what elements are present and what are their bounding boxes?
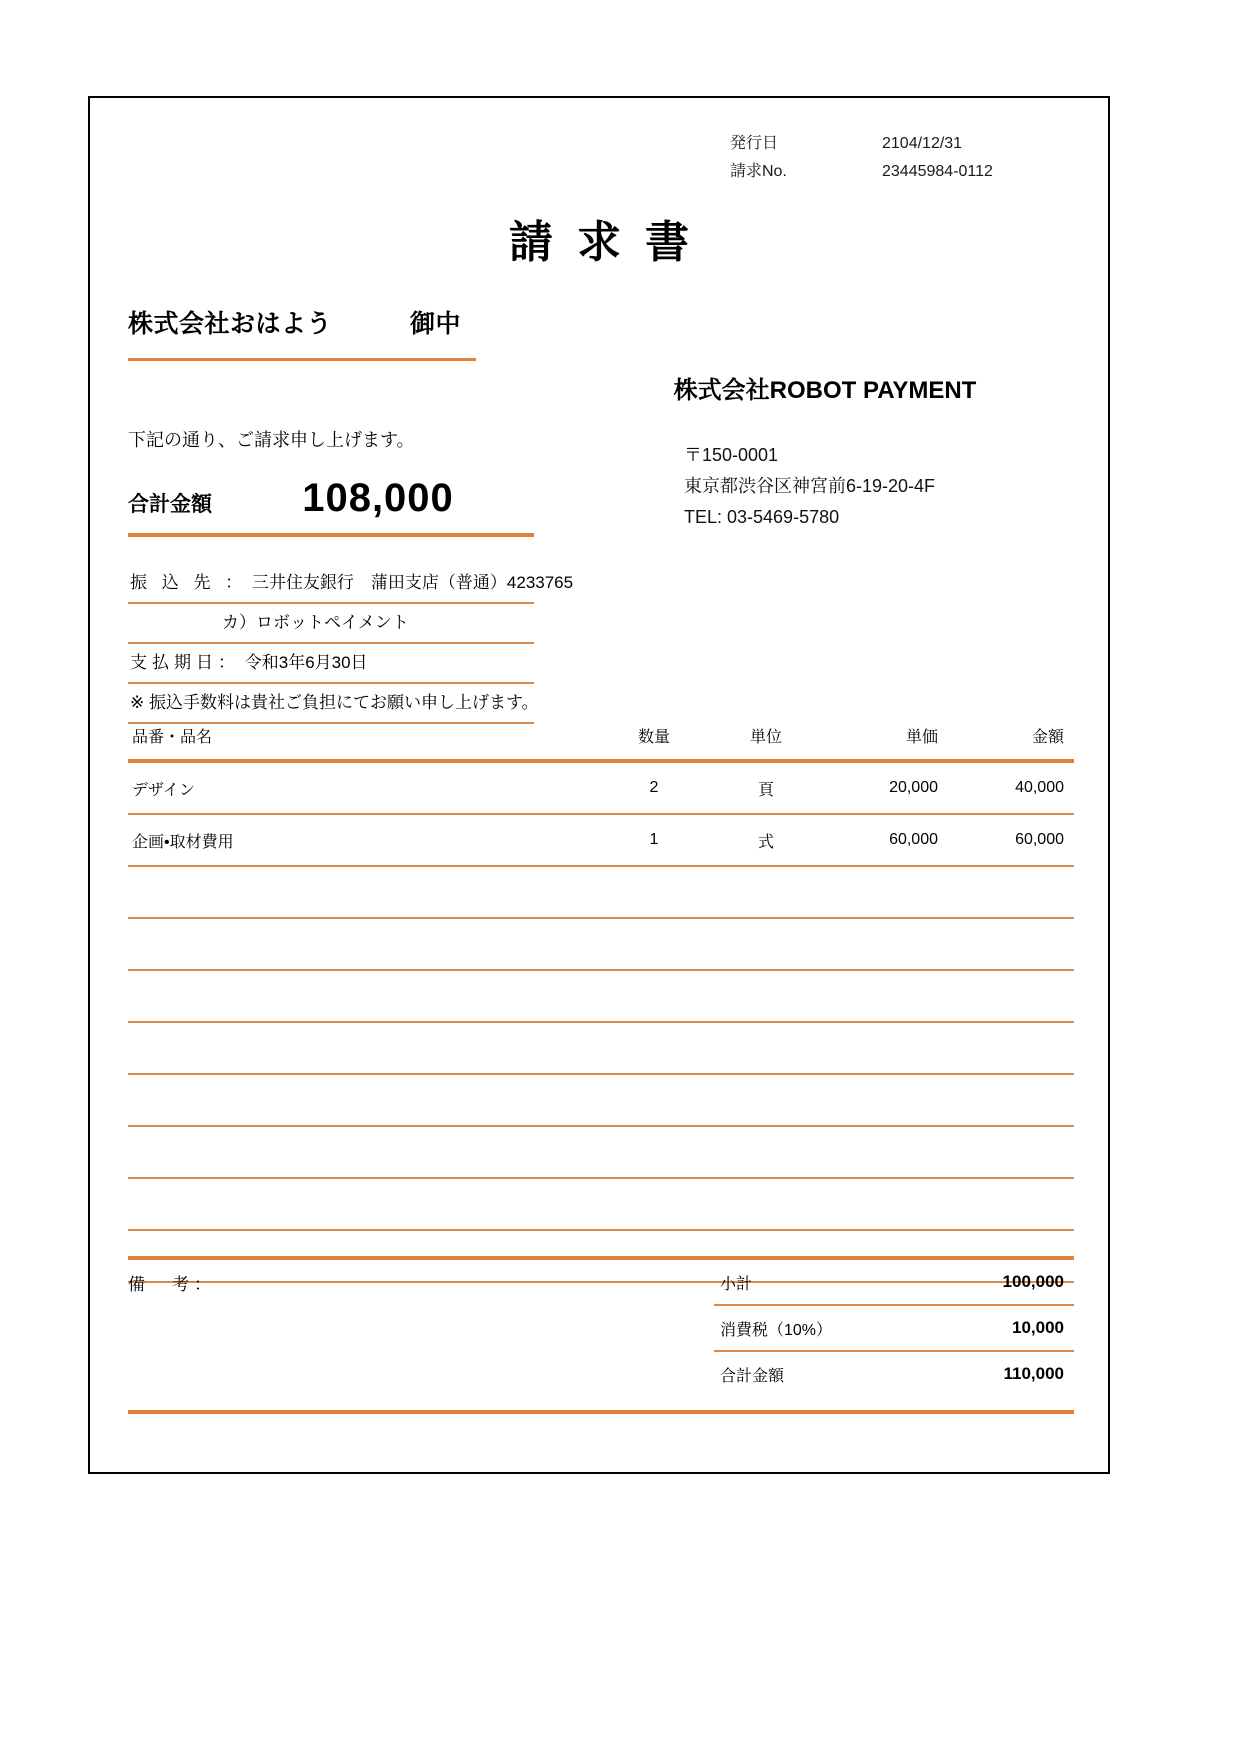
- cell-quantity: [598, 866, 710, 918]
- header-unit-price: 単価: [905, 729, 938, 746]
- cell-unit: [710, 866, 822, 918]
- cell-item-name: [128, 970, 598, 1022]
- header-unit: 単位: [749, 729, 782, 746]
- cell-quantity: [598, 918, 710, 970]
- cell-quantity: [598, 1074, 710, 1126]
- cell-amount: [948, 918, 1074, 970]
- statement-text: 下記の通り、ご請求申し上げます。: [128, 430, 415, 450]
- cell-quantity: 2: [598, 761, 710, 814]
- cell-quantity: [598, 1126, 710, 1178]
- cell-unit-price: 60,000: [822, 814, 948, 866]
- items-table: [128, 720, 1074, 1283]
- cell-unit: [710, 1074, 822, 1126]
- cell-unit: [710, 1178, 822, 1230]
- cell-quantity: 1: [598, 814, 710, 866]
- grand-total-block: [128, 476, 534, 537]
- summary-value: 100,000: [1002, 1272, 1064, 1291]
- payment-due-label: 支払期日：: [130, 653, 240, 672]
- cell-unit: [710, 970, 822, 1022]
- table-row: [128, 918, 1074, 970]
- items-table-wrapper: [128, 720, 1074, 1283]
- table-row: [128, 1022, 1074, 1074]
- cell-unit: 頁: [710, 761, 822, 814]
- summary-row: [714, 1260, 1074, 1306]
- issuer-tel: TEL: 03-5469-5780: [684, 507, 840, 527]
- bank-transfer-row: [128, 564, 574, 604]
- table-row: [128, 1178, 1074, 1230]
- issuer-address-block: [684, 440, 935, 533]
- cell-item-name: [128, 918, 598, 970]
- cell-unit-price: [822, 1074, 948, 1126]
- table-row: [128, 814, 1074, 866]
- header-amount: 金額: [1031, 729, 1064, 746]
- invoice-no-label: 請求No.: [730, 163, 787, 180]
- cell-unit: 式: [710, 814, 822, 866]
- table-row: [128, 970, 1074, 1022]
- cell-unit-price: [822, 1178, 948, 1230]
- cell-unit-price: 20,000: [822, 761, 948, 814]
- cell-item-name: [128, 866, 598, 918]
- summary-label: 合計金額: [720, 1367, 785, 1385]
- cell-unit-price: [822, 970, 948, 1022]
- cell-amount: 60,000: [948, 814, 1074, 866]
- summary-block: [714, 1260, 1074, 1396]
- issue-date-label: 発行日: [730, 135, 779, 152]
- cell-amount: [948, 866, 1074, 918]
- bank-transfer-label: 振 込 先 ：: [130, 573, 248, 592]
- document-title: 請求書: [509, 217, 713, 268]
- cell-item-name: デザイン: [128, 761, 598, 814]
- cell-unit: [710, 1126, 822, 1178]
- transfer-fee-note-row: [128, 684, 539, 724]
- summary-label: 消費税（10%）: [720, 1321, 833, 1339]
- grand-total-label: 合計金額: [128, 493, 212, 516]
- cell-unit-price: [822, 866, 948, 918]
- summary-label: 小計: [720, 1275, 753, 1293]
- summary-value: 110,000: [1003, 1364, 1064, 1383]
- summary-row: [714, 1306, 1074, 1352]
- issuer-company-name: 株式会社ROBOT PAYMENT: [673, 377, 977, 404]
- summary-value: 10,000: [1012, 1318, 1064, 1337]
- summary-row: [714, 1352, 1074, 1396]
- payment-due-row: [128, 644, 534, 684]
- cell-unit-price: [822, 1022, 948, 1074]
- footer-bottom-rule: [128, 1410, 1074, 1414]
- recipient-block: [128, 304, 476, 361]
- cell-item-name: [128, 1022, 598, 1074]
- table-row: [128, 866, 1074, 918]
- issuer-postal-code: 〒150-0001: [684, 445, 779, 465]
- cell-item-name: [128, 1126, 598, 1178]
- cell-item-name: 企画•取材費用: [128, 814, 598, 866]
- cell-unit: [710, 918, 822, 970]
- cell-amount: [948, 1022, 1074, 1074]
- table-row: [128, 761, 1074, 814]
- issue-date-value: 2104/12/31: [882, 135, 963, 152]
- cell-unit: [710, 1022, 822, 1074]
- bank-info-block: [128, 564, 574, 724]
- cell-amount: [948, 1178, 1074, 1230]
- cell-item-name: [128, 1074, 598, 1126]
- bank-account-name-row: [128, 604, 534, 644]
- invoice-no-row: [730, 158, 1070, 186]
- table-row: [128, 1126, 1074, 1178]
- remarks-label: 備 考：: [128, 1275, 216, 1294]
- cell-item-name: [128, 1178, 598, 1230]
- header-item-name: 品番・品名: [132, 729, 213, 746]
- cell-unit-price: [822, 918, 948, 970]
- invoice-no-value: 23445984-0112: [882, 163, 993, 180]
- cell-quantity: [598, 970, 710, 1022]
- recipient-honorific: 御中: [410, 310, 462, 338]
- invoice-page: [88, 96, 1110, 1474]
- bank-transfer-value: 三井住友銀行 蒲田支店（普通）4233765: [251, 573, 574, 592]
- remarks-block: [128, 1260, 688, 1396]
- payment-due-value: 令和3年6月30日: [244, 653, 368, 672]
- issuer-address: 東京都渋谷区神宮前6-19-20-4F: [684, 476, 936, 496]
- cell-unit-price: [822, 1126, 948, 1178]
- recipient-name: 株式会社おはよう: [128, 310, 333, 338]
- cell-quantity: [598, 1178, 710, 1230]
- issue-date-row: [730, 130, 1070, 158]
- transfer-fee-note: ※ 振込手数料は貴社ご負担にてお願い申し上げます。: [130, 693, 539, 712]
- table-row: [128, 1074, 1074, 1126]
- cell-quantity: [598, 1022, 710, 1074]
- invoice-meta: [730, 130, 1070, 186]
- cell-amount: 40,000: [948, 761, 1074, 814]
- bank-account-name: カ）ロボットペイメント: [222, 613, 409, 632]
- invoice-footer: [128, 1256, 1074, 1414]
- grand-total-value: 108,000: [302, 476, 454, 520]
- header-quantity: 数量: [637, 729, 670, 746]
- cell-amount: [948, 1126, 1074, 1178]
- items-table-header-row: [128, 720, 1074, 761]
- cell-amount: [948, 1074, 1074, 1126]
- cell-amount: [948, 970, 1074, 1022]
